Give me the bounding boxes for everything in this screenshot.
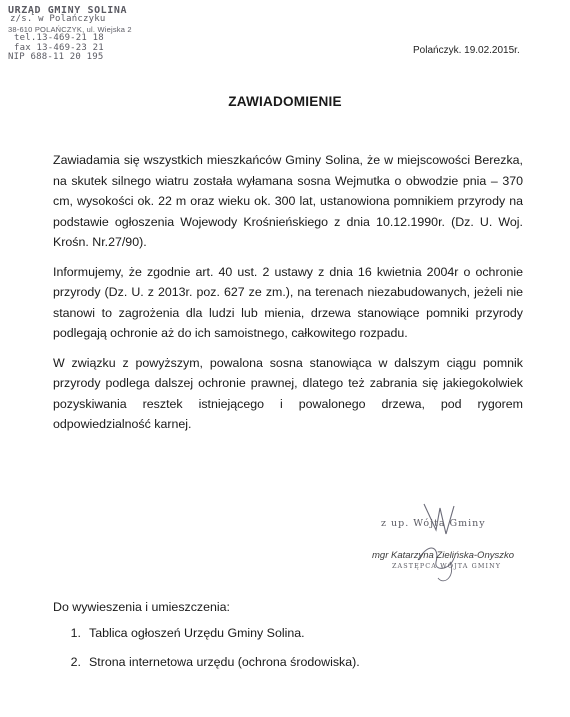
stamp-seat: z/s. w Polańczyku: [10, 14, 106, 25]
paragraph: W związku z powyższym, powalona sosna stanowiąca w dalszym ciągu pomnik przyrody podlega dalszej ochronie prawnej, dlatego też zabrania się jakiegokolwiek pozyskiwania resztek istniejącego i powalonego drzewa, pod rygorem odpowiedzialność karnej.: [53, 355, 523, 431]
stamp-fax: fax 13-469-23 21: [14, 42, 104, 53]
stamp-address: 38-610 POLAŃCZYK, ul. Wiejska 2: [8, 24, 132, 34]
list-item-text: Strona internetowa urzędu (ochrona środowiska).: [89, 655, 360, 669]
list-item: [53, 625, 523, 642]
distribution-list: [53, 625, 523, 683]
stamp-nip: NIP 688-11 20 195: [8, 52, 104, 63]
list-item-number: 1.: [70, 626, 81, 640]
distribution-heading: Do wywieszenia i umieszczenia:: [53, 600, 230, 614]
list-item-text: Tablica ogłoszeń Urzędu Gminy Solina.: [89, 626, 305, 640]
document-date: Polańczyk. 19.02.2015r.: [413, 45, 520, 56]
signatory-name: mgr Katarzyna Zielińska-Onyszko: [372, 550, 515, 561]
stamp-office-name: URZĄD GMINY SOLINA: [8, 5, 128, 16]
handwritten-signature: [410, 500, 490, 590]
paragraph: Zawiadamia się wszystkich mieszkańców Gminy Solina, że w miejscowości Berezka, na skutek silnego wiatru została wyłamana sosna Wejmutka o obwodzie pnia – 370 cm, wysokości ok. 22 m oraz wieku ok. 300 lat, ustanowiona pomnikiem przyrody na podstawie ogłoszenia Wojewody Krośnieńskiego z dnia 10.12.1990r. (Dz. U. Woj. Krośn. Nr.27/90).: [53, 153, 523, 249]
signatory-role: ZASTĘPCA WÓJTA GMINY: [392, 562, 502, 570]
list-item-number: 2.: [70, 655, 81, 669]
list-item: [53, 654, 523, 671]
stamp-phone: tel.13-469-21 18: [14, 33, 104, 44]
document-body: [53, 150, 523, 444]
paragraph: Informujemy, że zgodnie art. 40 ust. 2 ustawy z dnia 16 kwietnia 2004r o ochronie przyrody (Dz. U. z 2013r. poz. 627 ze zm.), na terenach niezabudowanych, jeżeli nie stanowi to zagrożenia dla ludzi lub mienia, drzewa stanowiące pomniki przyrody podlegają ochronie aż do ich samoistnego, całkowitego rozpadu.: [53, 264, 523, 340]
signature-label: z up. Wójta Gminy: [381, 518, 486, 529]
office-stamp: [8, 6, 158, 62]
document-title: ZAWIADOMIENIE: [228, 94, 342, 109]
